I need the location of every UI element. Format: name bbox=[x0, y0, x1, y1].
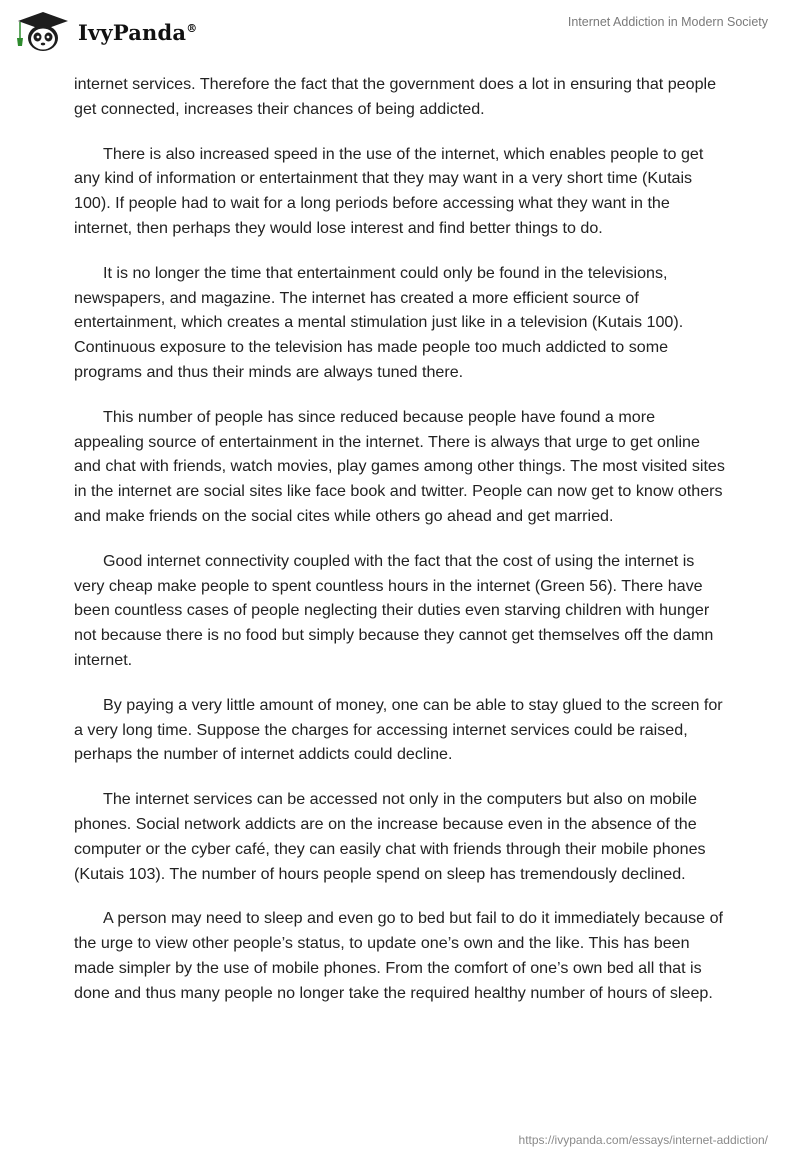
panda-logo-icon bbox=[14, 10, 72, 54]
paragraph: There is also increased speed in the use of the internet, which enables people to get any kind of information or entertainment that they may want in a very short time (Kutais 100). If people had to wait for a long periods before accessing what they want in the internet, then perhaps they would lose interest and find better things to do. bbox=[74, 144, 704, 237]
brand-name: IvyPanda® bbox=[78, 19, 198, 45]
paragraph: It is no longer the time that entertainment could only be found in the televisions, newspapers, and magazine. The internet has created a more efficient source of entertainment, which creates a mental stimulation just like in a television (Kutais 100). Continuous exposure to the television has made people too much addicted to some programs and thus their minds are always tuned there. bbox=[74, 263, 684, 381]
document-title: Internet Addiction in Modern Society bbox=[567, 15, 768, 29]
essay-body bbox=[74, 72, 728, 1026]
page-header bbox=[0, 0, 800, 70]
paragraph: A person may need to sleep and even go to bed but fail to do it immediately because of the urge to view other people’s status, to update one’s own and the like. This has been made simpler by the use of mobile phones. From the comfort of one’s own bed all that is done and thus many people no longer take the required healthy number of hours of sleep. bbox=[74, 909, 724, 1002]
paragraph: By paying a very little amount of money, one can be able to stay glued to the screen for a very long time. Suppose the charges for accessing internet services could be raised, perhaps the number of internet addicts could decline. bbox=[74, 695, 723, 764]
paragraph: internet services. Therefore the fact that the government does a lot in ensuring that people get connected, increases their chances of being addicted. bbox=[74, 75, 717, 118]
paragraph: The internet services can be accessed not only in the computers but also on mobile phones. Social network addicts are on the increase because even in the absence of the computer or the cyber café, they can easily chat with friends through their mobile phones (Kutais 103). The number of hours people spend on sleep has tremendously declined. bbox=[74, 790, 706, 883]
source-url-link[interactable]: https://ivypanda.com/essays/internet-addiction/ bbox=[518, 1133, 768, 1147]
logo[interactable] bbox=[14, 10, 197, 54]
paragraph: This number of people has since reduced because people have found a more appealing source of entertainment in the internet. There is always that urge to get online and chat with friends, watch movies, play games among other things. The most visited sites in the internet are social sites like face book and twitter. People can now get to know others and make friends on the social cites while others go ahead and get married. bbox=[74, 407, 725, 525]
paragraph: Good internet connectivity coupled with the fact that the cost of using the internet is very cheap make people to spent countless hours in the internet (Green 56). There have been countless cases of people neglecting their duties even starving children with hunger not because there is no food but simply because they cannot get themselves off the damn internet. bbox=[74, 551, 714, 669]
